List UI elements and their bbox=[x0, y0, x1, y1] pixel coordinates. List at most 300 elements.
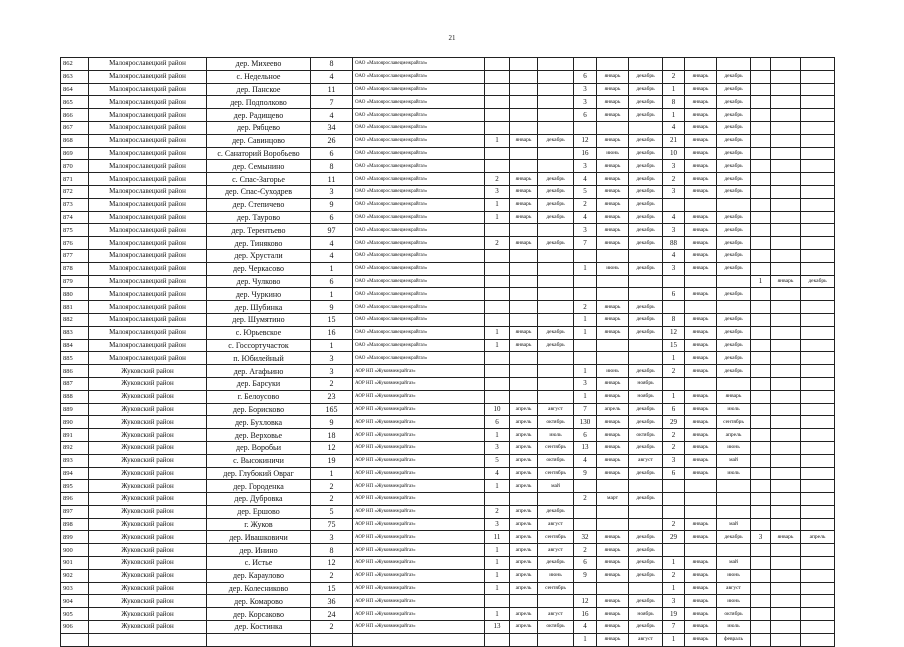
q2-to: декабрь bbox=[629, 301, 663, 314]
q1-count: 3 bbox=[485, 185, 510, 198]
q4-to bbox=[801, 339, 835, 352]
settlement-name: дер. Черкасово bbox=[207, 262, 311, 275]
district-name: Жуковский район bbox=[89, 582, 207, 595]
count-cell: 7 bbox=[311, 96, 353, 109]
q3-to: февраль bbox=[717, 633, 751, 646]
district-name: Жуковский район bbox=[89, 377, 207, 390]
q3-count: 6 bbox=[663, 467, 685, 480]
q2-count: 1 bbox=[574, 326, 597, 339]
q3-count: 3 bbox=[663, 224, 685, 237]
q2-count: 2 bbox=[574, 198, 597, 211]
district-name: Жуковский район bbox=[89, 441, 207, 454]
district-name: Малоярославецкий район bbox=[89, 249, 207, 262]
q2-to: декабрь bbox=[629, 109, 663, 122]
q2-from: январь bbox=[597, 326, 629, 339]
q3-to: сентябрь bbox=[717, 416, 751, 429]
settlement-name: дер. Агафьино bbox=[207, 365, 311, 378]
q2-from bbox=[597, 480, 629, 493]
q4-from bbox=[771, 109, 801, 122]
q2-count: 12 bbox=[574, 595, 597, 608]
q1-to bbox=[538, 249, 574, 262]
q4-to bbox=[801, 262, 835, 275]
q1-to: октябрь bbox=[538, 416, 574, 429]
q4-to bbox=[801, 173, 835, 186]
q3-from: январь bbox=[685, 339, 717, 352]
q3-count bbox=[663, 480, 685, 493]
q4-from bbox=[771, 326, 801, 339]
q4-to bbox=[801, 441, 835, 454]
q2-count: 6 bbox=[574, 109, 597, 122]
q4-count bbox=[751, 621, 771, 634]
q1-count: 1 bbox=[485, 608, 510, 621]
row-number: 888 bbox=[61, 390, 89, 403]
q2-count: 4 bbox=[574, 454, 597, 467]
settlement-name: дер. Хрустали bbox=[207, 249, 311, 262]
q2-from: январь bbox=[597, 454, 629, 467]
q2-from: январь bbox=[597, 531, 629, 544]
district-name: Малоярославецкий район bbox=[89, 121, 207, 134]
q4-count bbox=[751, 595, 771, 608]
district-name: Малоярославецкий район bbox=[89, 262, 207, 275]
table-row bbox=[61, 480, 835, 493]
q4-count bbox=[751, 224, 771, 237]
q3-from: январь bbox=[685, 83, 717, 96]
q1-count: 3 bbox=[485, 518, 510, 531]
q2-from: январь bbox=[597, 621, 629, 634]
q3-count: 1 bbox=[663, 633, 685, 646]
q3-to bbox=[717, 493, 751, 506]
q3-to: декабрь bbox=[717, 121, 751, 134]
q3-from bbox=[685, 544, 717, 557]
q4-from bbox=[771, 429, 801, 442]
q2-to bbox=[629, 480, 663, 493]
settlement-name: дер. Шумятино bbox=[207, 313, 311, 326]
q2-from: июнь bbox=[597, 147, 629, 160]
q2-count: 13 bbox=[574, 441, 597, 454]
q2-count: 1 bbox=[574, 313, 597, 326]
q4-count bbox=[751, 249, 771, 262]
count-cell: 6 bbox=[311, 147, 353, 160]
settlement-name: дер. Семынино bbox=[207, 160, 311, 173]
q3-count: 8 bbox=[663, 96, 685, 109]
q3-from: январь bbox=[685, 595, 717, 608]
q3-from: январь bbox=[685, 454, 717, 467]
q1-from bbox=[510, 160, 538, 173]
organization-name: АОР НП «Жуковмежрайгаз» bbox=[353, 531, 485, 544]
settlement-name: дер. Верховье bbox=[207, 429, 311, 442]
organization-name: ОАО «Малоярославецмежрайгаз» bbox=[353, 224, 485, 237]
q2-to bbox=[629, 58, 663, 71]
q3-to bbox=[717, 480, 751, 493]
district-name: Жуковский район bbox=[89, 493, 207, 506]
table-row bbox=[61, 224, 835, 237]
table-row bbox=[61, 557, 835, 570]
q2-to bbox=[629, 352, 663, 365]
q3-to: декабрь bbox=[717, 365, 751, 378]
settlement-name: дер. Бухловка bbox=[207, 416, 311, 429]
q4-from bbox=[771, 595, 801, 608]
row-number: 885 bbox=[61, 352, 89, 365]
q4-to bbox=[801, 58, 835, 71]
settlement-name: дер. Борисково bbox=[207, 403, 311, 416]
q3-count: 12 bbox=[663, 326, 685, 339]
q2-to: декабрь bbox=[629, 531, 663, 544]
q1-count bbox=[485, 275, 510, 288]
q3-from: январь bbox=[685, 621, 717, 634]
q2-from: январь bbox=[597, 185, 629, 198]
q2-count: 16 bbox=[574, 147, 597, 160]
q1-from: апрель bbox=[510, 608, 538, 621]
q4-to bbox=[801, 313, 835, 326]
q2-count: 4 bbox=[574, 621, 597, 634]
q3-count: 1 bbox=[663, 109, 685, 122]
q2-from: январь bbox=[597, 467, 629, 480]
district-name: Жуковский район bbox=[89, 429, 207, 442]
q4-count bbox=[751, 288, 771, 301]
table-row bbox=[61, 403, 835, 416]
q4-to bbox=[801, 121, 835, 134]
q4-to bbox=[801, 198, 835, 211]
table-row bbox=[61, 147, 835, 160]
q1-from: апрель bbox=[510, 429, 538, 442]
q3-from: январь bbox=[685, 352, 717, 365]
q4-from bbox=[771, 493, 801, 506]
q3-count bbox=[663, 198, 685, 211]
q2-count bbox=[574, 480, 597, 493]
row-number: 864 bbox=[61, 83, 89, 96]
organization-name: ОАО «Малоярославецмежрайгаз» bbox=[353, 249, 485, 262]
count-cell: 26 bbox=[311, 134, 353, 147]
q2-to bbox=[629, 249, 663, 262]
q3-from: январь bbox=[685, 160, 717, 173]
organization-name: АОР НП «Жуковмежрайгаз» bbox=[353, 390, 485, 403]
q1-from bbox=[510, 288, 538, 301]
q4-count bbox=[751, 198, 771, 211]
q2-count bbox=[574, 352, 597, 365]
settlement-name: дер. Глубокий Овраг bbox=[207, 467, 311, 480]
table-row bbox=[61, 109, 835, 122]
q4-to bbox=[801, 249, 835, 262]
count-cell: 4 bbox=[311, 109, 353, 122]
q3-to: июнь bbox=[717, 595, 751, 608]
q1-to: август bbox=[538, 608, 574, 621]
q1-from: январь bbox=[510, 339, 538, 352]
count-cell: 1 bbox=[311, 288, 353, 301]
q2-from bbox=[597, 505, 629, 518]
q3-count: 4 bbox=[663, 249, 685, 262]
q4-count bbox=[751, 326, 771, 339]
row-number: 872 bbox=[61, 185, 89, 198]
q1-from bbox=[510, 365, 538, 378]
q3-count: 19 bbox=[663, 608, 685, 621]
organization-name: ОАО «Малоярославецмежрайгаз» bbox=[353, 313, 485, 326]
q3-count bbox=[663, 301, 685, 314]
q1-from: январь bbox=[510, 134, 538, 147]
q3-count: 2 bbox=[663, 173, 685, 186]
q1-to: октябрь bbox=[538, 454, 574, 467]
q2-to: декабрь bbox=[629, 595, 663, 608]
table-row bbox=[61, 275, 835, 288]
count-cell: 4 bbox=[311, 70, 353, 83]
q2-to bbox=[629, 505, 663, 518]
q4-from bbox=[771, 147, 801, 160]
q2-from: январь bbox=[597, 608, 629, 621]
table-row bbox=[61, 96, 835, 109]
row-number: 892 bbox=[61, 441, 89, 454]
q3-count bbox=[663, 505, 685, 518]
q1-from: январь bbox=[510, 326, 538, 339]
count-cell: 75 bbox=[311, 518, 353, 531]
count-cell: 15 bbox=[311, 582, 353, 595]
q2-from: январь bbox=[597, 416, 629, 429]
row-number: 879 bbox=[61, 275, 89, 288]
row-number: 902 bbox=[61, 569, 89, 582]
row-number: 896 bbox=[61, 493, 89, 506]
q3-count bbox=[663, 58, 685, 71]
organization-name: ОАО «Малоярославецмежрайгаз» bbox=[353, 288, 485, 301]
q4-from bbox=[771, 160, 801, 173]
q3-from bbox=[685, 198, 717, 211]
q4-to bbox=[801, 454, 835, 467]
q3-count: 2 bbox=[663, 70, 685, 83]
count-cell: 9 bbox=[311, 416, 353, 429]
count-cell: 2 bbox=[311, 480, 353, 493]
organization-name: АОР НП «Жуковмежрайгаз» bbox=[353, 429, 485, 442]
q4-count bbox=[751, 58, 771, 71]
q1-from: апрель bbox=[510, 467, 538, 480]
district-name: Жуковский район bbox=[89, 621, 207, 634]
q3-count: 3 bbox=[663, 160, 685, 173]
organization-name: АОР НП «Жуковмежрайгаз» bbox=[353, 403, 485, 416]
district-name: Малоярославецкий район bbox=[89, 211, 207, 224]
settlement-name: с. Спас-Загорье bbox=[207, 173, 311, 186]
organization-name: ОАО «Малоярославецмежрайгаз» bbox=[353, 339, 485, 352]
q3-to: октябрь bbox=[717, 608, 751, 621]
q3-to: декабрь bbox=[717, 70, 751, 83]
district-name: Жуковский район bbox=[89, 505, 207, 518]
q1-count: 6 bbox=[485, 416, 510, 429]
organization-name: ОАО «Малоярославецмежрайгаз» bbox=[353, 237, 485, 250]
count-cell: 2 bbox=[311, 569, 353, 582]
q2-count: 12 bbox=[574, 134, 597, 147]
q4-from bbox=[771, 390, 801, 403]
q4-to bbox=[801, 557, 835, 570]
table-row bbox=[61, 160, 835, 173]
q1-to: декабрь bbox=[538, 185, 574, 198]
q3-count: 2 bbox=[663, 429, 685, 442]
q4-to bbox=[801, 352, 835, 365]
q3-from: январь bbox=[685, 608, 717, 621]
organization-name: ОАО «Малоярославецмежрайгаз» bbox=[353, 109, 485, 122]
q4-to bbox=[801, 134, 835, 147]
organization-name: АОР НП «Жуковмежрайгаз» bbox=[353, 505, 485, 518]
q3-count: 1 bbox=[663, 557, 685, 570]
q1-from: январь bbox=[510, 211, 538, 224]
district-name: Жуковский район bbox=[89, 608, 207, 621]
q2-from bbox=[597, 582, 629, 595]
table-row bbox=[61, 505, 835, 518]
q4-to bbox=[801, 185, 835, 198]
q3-from bbox=[685, 480, 717, 493]
q2-to: декабрь bbox=[629, 403, 663, 416]
q4-count bbox=[751, 454, 771, 467]
q1-count bbox=[485, 288, 510, 301]
q3-count: 88 bbox=[663, 237, 685, 250]
q3-to: декабрь bbox=[717, 237, 751, 250]
q2-to: август bbox=[629, 633, 663, 646]
settlement-name: дер. Караулово bbox=[207, 569, 311, 582]
count-cell: 1 bbox=[311, 467, 353, 480]
q3-to: декабрь bbox=[717, 288, 751, 301]
q4-from bbox=[771, 621, 801, 634]
q1-to: май bbox=[538, 480, 574, 493]
q4-to bbox=[801, 160, 835, 173]
q4-count bbox=[751, 83, 771, 96]
q4-count bbox=[751, 518, 771, 531]
q1-to bbox=[538, 70, 574, 83]
settlement-name: дер. Михеево bbox=[207, 58, 311, 71]
q4-from bbox=[771, 262, 801, 275]
q2-count: 1 bbox=[574, 633, 597, 646]
q3-count: 1 bbox=[663, 83, 685, 96]
q4-to bbox=[801, 403, 835, 416]
q3-count bbox=[663, 275, 685, 288]
district-name: Малоярославецкий район bbox=[89, 96, 207, 109]
q1-to: август bbox=[538, 518, 574, 531]
q1-to bbox=[538, 224, 574, 237]
table-row bbox=[61, 134, 835, 147]
q2-from: январь bbox=[597, 569, 629, 582]
q4-count: 3 bbox=[751, 531, 771, 544]
q2-to: декабрь bbox=[629, 467, 663, 480]
count-cell: 15 bbox=[311, 313, 353, 326]
table-row bbox=[61, 313, 835, 326]
q2-to bbox=[629, 275, 663, 288]
q2-to bbox=[629, 582, 663, 595]
q1-to bbox=[538, 493, 574, 506]
q4-to bbox=[801, 608, 835, 621]
settlement-name: дер. Ершово bbox=[207, 505, 311, 518]
q2-to: декабрь bbox=[629, 147, 663, 160]
q2-to: ноябрь bbox=[629, 377, 663, 390]
q3-from bbox=[685, 301, 717, 314]
q1-count bbox=[485, 147, 510, 160]
settlement-name: дер. Чуркино bbox=[207, 288, 311, 301]
settlement-name: с. Юрьевское bbox=[207, 326, 311, 339]
q2-to: декабрь bbox=[629, 224, 663, 237]
q2-count bbox=[574, 249, 597, 262]
q1-to: июль bbox=[538, 429, 574, 442]
settlement-name: дер. Костинка bbox=[207, 621, 311, 634]
q2-count: 1 bbox=[574, 390, 597, 403]
q3-count: 21 bbox=[663, 134, 685, 147]
organization-name: ОАО «Малоярославецмежрайгаз» bbox=[353, 185, 485, 198]
district-name: Малоярославецкий район bbox=[89, 301, 207, 314]
q4-from bbox=[771, 198, 801, 211]
q2-count: 3 bbox=[574, 377, 597, 390]
q1-from: апрель bbox=[510, 531, 538, 544]
q4-to bbox=[801, 621, 835, 634]
q3-from: январь bbox=[685, 313, 717, 326]
q4-to bbox=[801, 365, 835, 378]
q3-to: декабрь bbox=[717, 326, 751, 339]
q1-from bbox=[510, 377, 538, 390]
q2-to bbox=[629, 339, 663, 352]
q1-from bbox=[510, 301, 538, 314]
q1-count: 1 bbox=[485, 339, 510, 352]
table-row bbox=[61, 493, 835, 506]
count-cell: 9 bbox=[311, 301, 353, 314]
q2-count: 2 bbox=[574, 301, 597, 314]
count-cell: 23 bbox=[311, 390, 353, 403]
q4-to bbox=[801, 480, 835, 493]
organization-name: АОР НП «Жуковмежрайгаз» bbox=[353, 608, 485, 621]
district-name: Жуковский район bbox=[89, 365, 207, 378]
q4-to bbox=[801, 377, 835, 390]
q3-to bbox=[717, 275, 751, 288]
q4-count bbox=[751, 160, 771, 173]
q1-to: сентябрь bbox=[538, 531, 574, 544]
q1-count: 1 bbox=[485, 211, 510, 224]
settlement-name: дер. Спас-Суходрев bbox=[207, 185, 311, 198]
q1-to bbox=[538, 352, 574, 365]
q4-to bbox=[801, 109, 835, 122]
q2-from: январь bbox=[597, 557, 629, 570]
q2-from: январь bbox=[597, 109, 629, 122]
organization-name: АОР НП «Жуковмежрайгаз» bbox=[353, 454, 485, 467]
row-number: 870 bbox=[61, 160, 89, 173]
q4-from bbox=[771, 582, 801, 595]
q1-count: 1 bbox=[485, 326, 510, 339]
q3-to: декабрь bbox=[717, 83, 751, 96]
q4-from bbox=[771, 403, 801, 416]
q4-count bbox=[751, 301, 771, 314]
settlement-name: дер. Ивашковичи bbox=[207, 531, 311, 544]
q3-from bbox=[685, 275, 717, 288]
table-row bbox=[61, 365, 835, 378]
row-number: 898 bbox=[61, 518, 89, 531]
settlement-name: дер. Тиняково bbox=[207, 237, 311, 250]
settlement-name: дер. Городенка bbox=[207, 480, 311, 493]
q2-count: 3 bbox=[574, 160, 597, 173]
q1-to bbox=[538, 160, 574, 173]
organization-name: АОР НП «Жуковмежрайгаз» bbox=[353, 416, 485, 429]
q4-from bbox=[771, 569, 801, 582]
q2-to: декабрь bbox=[629, 441, 663, 454]
q1-from: январь bbox=[510, 173, 538, 186]
q2-to: декабрь bbox=[629, 173, 663, 186]
q1-count bbox=[485, 160, 510, 173]
row-number: 862 bbox=[61, 58, 89, 71]
q3-from: январь bbox=[685, 147, 717, 160]
q3-count bbox=[663, 493, 685, 506]
district-name: Малоярославецкий район bbox=[89, 185, 207, 198]
district-name: Малоярославецкий район bbox=[89, 58, 207, 71]
q1-count: 1 bbox=[485, 480, 510, 493]
q4-from: январь bbox=[771, 275, 801, 288]
district-name: Жуковский район bbox=[89, 454, 207, 467]
q4-from bbox=[771, 518, 801, 531]
organization-name: АОР НП «Жуковмежрайгаз» bbox=[353, 518, 485, 531]
count-cell: 6 bbox=[311, 211, 353, 224]
count-cell: 5 bbox=[311, 505, 353, 518]
organization-name: АОР НП «Жуковмежрайгаз» bbox=[353, 595, 485, 608]
q3-from bbox=[685, 377, 717, 390]
row-number: 884 bbox=[61, 339, 89, 352]
q1-count bbox=[485, 313, 510, 326]
q3-from: январь bbox=[685, 96, 717, 109]
q2-to bbox=[629, 518, 663, 531]
